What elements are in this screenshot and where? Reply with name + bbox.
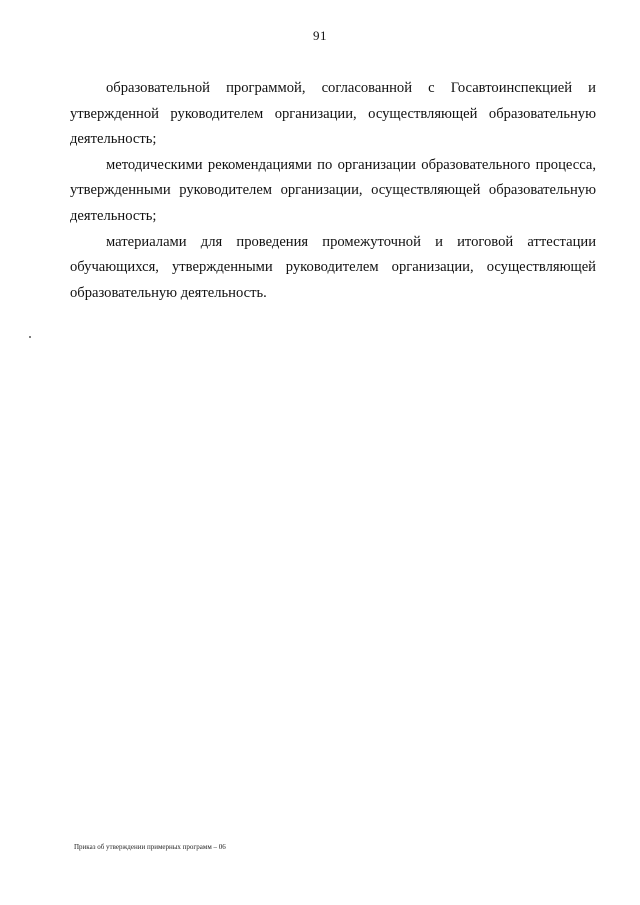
paragraph-educational-program: образовательной программой, согласованной с Госавтоинспекцией и утвержденной руководителем организации, осуществляющей образовательную деятельность; [70,80,596,148]
body-text [70,76,596,306]
page-footer: Приказ об утверждении примерных программ – 06 [74,843,226,851]
paragraph-attestation-materials: материалами для проведения промежуточной и итоговой аттестации обучающихся, утвержденными руководителем организации, осуществляющей образовательную деятельность. [70,233,596,301]
page-number: 91 [313,28,327,43]
paragraph-methodical-recommendations: методическими рекомендациями по организации образовательного процесса, утвержденными руководителем организации, осуществляющей образовательную деятельность; [70,156,596,224]
scan-speck [29,336,31,338]
